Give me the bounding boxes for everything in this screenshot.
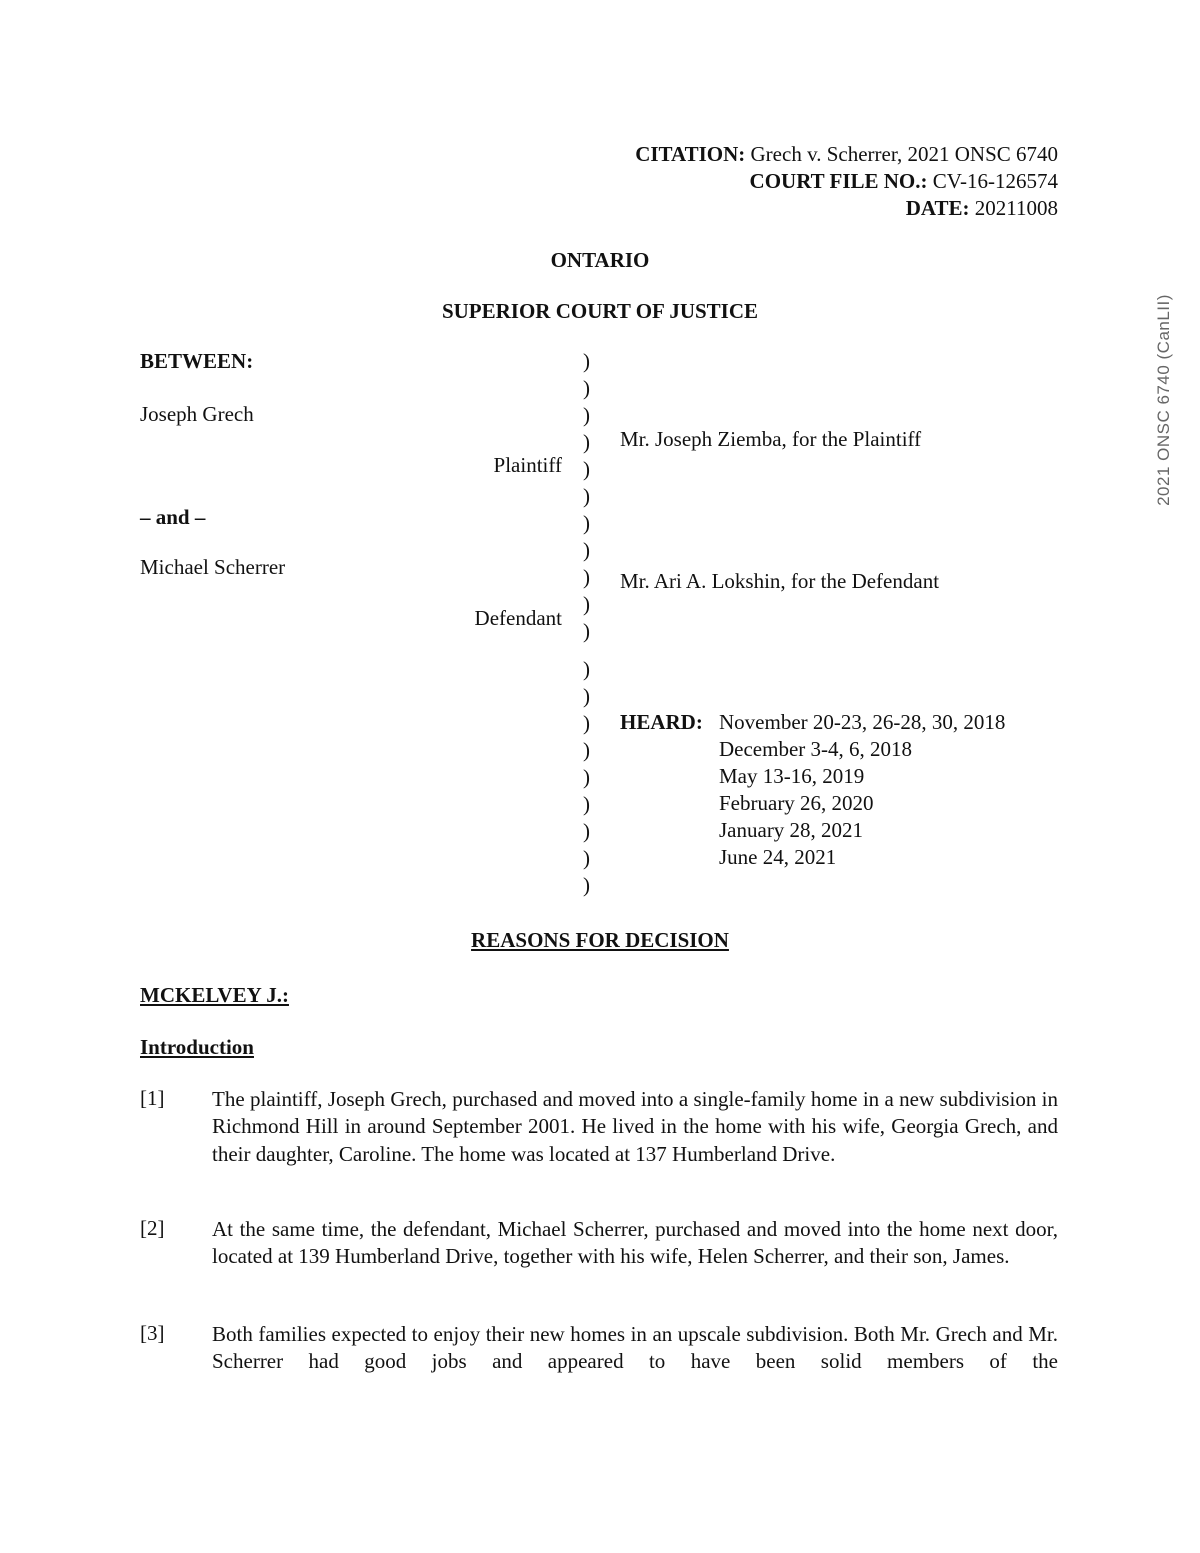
bracket-mark: ) (583, 565, 590, 589)
bracket-mark: ) (583, 765, 590, 789)
defendant-name: Michael Scherrer (140, 555, 286, 579)
defendant-counsel: Mr. Ari A. Lokshin, for the Defendant (620, 569, 940, 593)
bracket-mark: ) (583, 684, 590, 708)
heard-date: February 26, 2020 (719, 791, 874, 815)
heard-date: December 3-4, 6, 2018 (719, 737, 913, 761)
bracket-mark: ) (583, 457, 590, 481)
bracket-mark: ) (583, 738, 590, 762)
between-label: BETWEEN: (140, 349, 254, 373)
court-file-label: COURT FILE NO.: (749, 169, 928, 193)
bracket-mark: ) (583, 792, 590, 816)
bracket-mark: ) (583, 430, 590, 454)
reasons-heading: REASONS FOR DECISION (471, 928, 729, 952)
bracket-mark: ) (583, 846, 590, 870)
court-file-value: CV-16-126574 (932, 169, 1058, 193)
bracket-mark: ) (583, 538, 590, 562)
bracket-mark: ) (583, 403, 590, 427)
bracket-mark: ) (583, 657, 590, 681)
defendant-role: Defendant (474, 606, 562, 630)
bracket-mark: ) (583, 619, 590, 643)
paragraph-text: At the same time, the defendant, Michael Scherrer, purchased and moved into the home next door, located at 139 Humberland Drive, together with his wife, Helen Scherrer, and their son, James. (212, 1217, 1058, 1269)
paragraph-text: The plaintiff, Joseph Grech, purchased and moved into a single-family home in a new subdivision in Richmond Hill in around September 2001. He lived in the home with his wife, Georgia Grech, and their daughter, Caroline. The home was located at 137 Humberland Drive. (212, 1087, 1058, 1166)
plaintiff-role: Plaintiff (493, 453, 562, 477)
citation-value: Grech v. Scherrer, 2021 ONSC 6740 (750, 142, 1058, 166)
bracket-mark: ) (583, 376, 590, 400)
citation-label: CITATION: (635, 142, 746, 166)
plaintiff-name: Joseph Grech (140, 402, 254, 426)
plaintiff-counsel: Mr. Joseph Ziemba, for the Plaintiff (620, 427, 922, 451)
section-heading: Introduction (140, 1035, 254, 1059)
bracket-mark: ) (583, 592, 590, 616)
heard-date: November 20-23, 26-28, 30, 2018 (719, 710, 1006, 734)
bracket-mark: ) (583, 819, 590, 843)
date-value: 20211008 (974, 196, 1058, 220)
heard-date: June 24, 2021 (719, 845, 837, 869)
heard-label: HEARD: (620, 710, 703, 734)
bracket-mark: ) (583, 484, 590, 508)
date-label: DATE: (905, 196, 970, 220)
bracket-mark: ) (583, 511, 590, 535)
citation-line (635, 142, 1058, 167)
canlii-watermark: 2021 ONSC 6740 (CanLII) (1154, 294, 1173, 506)
heard-date: January 28, 2021 (719, 818, 864, 842)
bracket-mark: ) (583, 711, 590, 735)
heard-date: May 13-16, 2019 (719, 764, 865, 788)
bracket-mark: ) (583, 349, 590, 373)
paragraph-number: [3] (140, 1321, 165, 1345)
and-separator: – and – (140, 505, 206, 529)
court-title: SUPERIOR COURT OF JUSTICE (441, 299, 759, 323)
court-file-line (750, 169, 1058, 194)
paragraph-number: [2] (140, 1216, 165, 1240)
jurisdiction-title: ONTARIO (550, 248, 650, 272)
judge-name: MCKELVEY J.: (140, 983, 289, 1007)
date-line (906, 196, 1058, 221)
bracket-mark: ) (583, 873, 590, 897)
paragraph-text: Both families expected to enjoy their new homes in an upscale subdivision. Both Mr. Grech and Mr. Scherrer had good jobs and appeared to have been solid members of the (212, 1322, 1058, 1374)
paragraph-number: [1] (140, 1086, 165, 1110)
